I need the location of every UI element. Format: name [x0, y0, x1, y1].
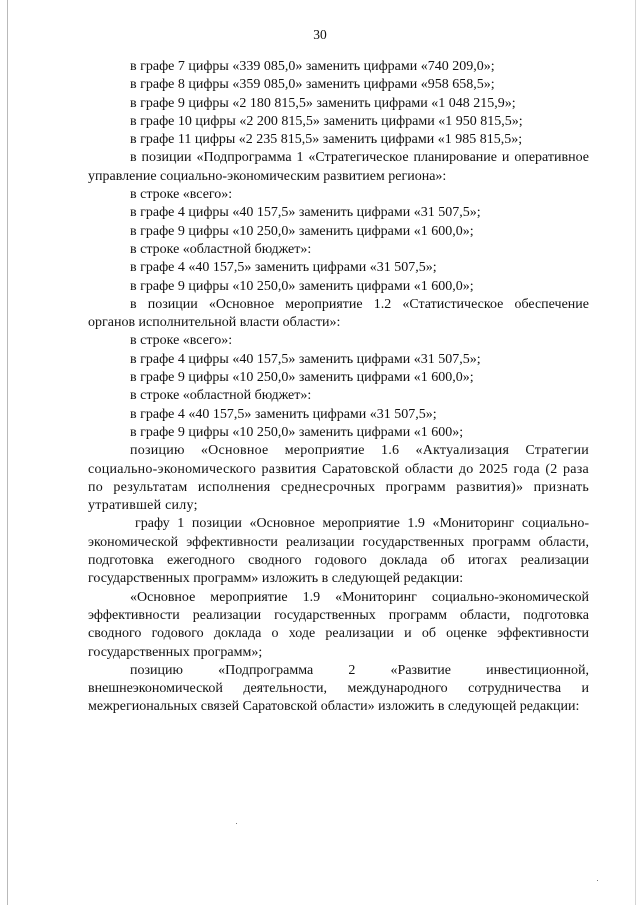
scan-edge-right	[635, 0, 636, 905]
paragraph: в позиции «Подпрограмма 1 «Стратегическое планирование и оперативное управление социально-экономическим развитием региона»:	[88, 150, 589, 184]
paragraph: в графе 7 цифры «339 085,0» заменить цифрами «740 209,0»;	[130, 59, 495, 74]
paragraph: позицию «Подпрограмма 2 «Развитие инвестиционной, внешнеэкономической деятельности, международного сотрудничества и межрегиональных связей Саратовской области» изложить в следующей редакции:	[88, 662, 589, 715]
scan-edge-left	[7, 0, 8, 905]
page-number: 30	[313, 27, 327, 42]
paragraph: в графе 4 «40 157,5» заменить цифрами «31 507,5»;	[130, 260, 437, 276]
paragraph: в графе 4 цифры «40 157,5» заменить цифрами «31 507,5»;	[130, 351, 481, 367]
paragraph: в позиции «Основное мероприятие 1.2 «Статистическое обеспечение органов исполнительной власти области»:	[88, 296, 589, 331]
paragraph: в графе 9 цифры «10 250,0» заменить цифрами «1 600,0»;	[130, 370, 474, 386]
paragraph: в строке «всего»:	[130, 333, 233, 349]
paragraph: в строке «областной бюджет»:	[130, 241, 312, 257]
paragraph: «Основное мероприятие 1.9 «Мониторинг социально-экономической эффективности реализации государственных программ области, подготовка сводного годового доклада о ходе реализации и об оценке эффективности государственных программ»;	[88, 589, 589, 660]
paragraph: в графе 8 цифры «359 085,0» заменить цифрами «958 658,5»;	[130, 77, 495, 93]
paragraph: в строке «всего»:	[130, 187, 233, 203]
paragraph: в графе 9 цифры «10 250,0» заменить цифрами «1 600»;	[130, 424, 464, 440]
paragraph: в графе 10 цифры «2 200 815,5» заменить цифрами «1 950 815,5»;	[130, 113, 523, 129]
paragraph: в графе 4 «40 157,5» заменить цифрами «31 507,5»;	[130, 406, 437, 422]
scan-speck	[236, 823, 237, 824]
scan-speck	[597, 880, 598, 881]
paragraph: в графе 9 цифры «10 250,0» заменить цифрами «1 600,0»;	[130, 223, 474, 239]
paragraph: в графе 4 цифры «40 157,5» заменить цифрами «31 507,5»;	[130, 205, 481, 221]
paragraph: в графе 9 цифры «10 250,0» заменить цифрами «1 600,0»;	[130, 278, 474, 294]
paragraph: в строке «областной бюджет»:	[130, 388, 312, 404]
paragraph: в графе 11 цифры «2 235 815,5» заменить цифрами «1 985 815,5»;	[130, 132, 523, 148]
document-body	[88, 58, 589, 717]
paragraph: графу 1 позиции «Основное мероприятие 1.9 «Мониторинг социально-экономической эффективности реализации государственных программ области, подготовка ежегодного сводного годового доклада об итогах реализации государственных программ» изложить в следующей редакции:	[88, 516, 589, 587]
paragraph: позицию «Основное мероприятие 1.6 «Актуализация Стратегии социально-экономического развития Саратовской области до 2025 года (2 раза по результатам исполнения среднесрочных программ развития)» признать утратившей силу;	[88, 443, 589, 514]
paragraph: в графе 9 цифры «2 180 815,5» заменить цифрами «1 048 215,9»;	[130, 95, 516, 111]
